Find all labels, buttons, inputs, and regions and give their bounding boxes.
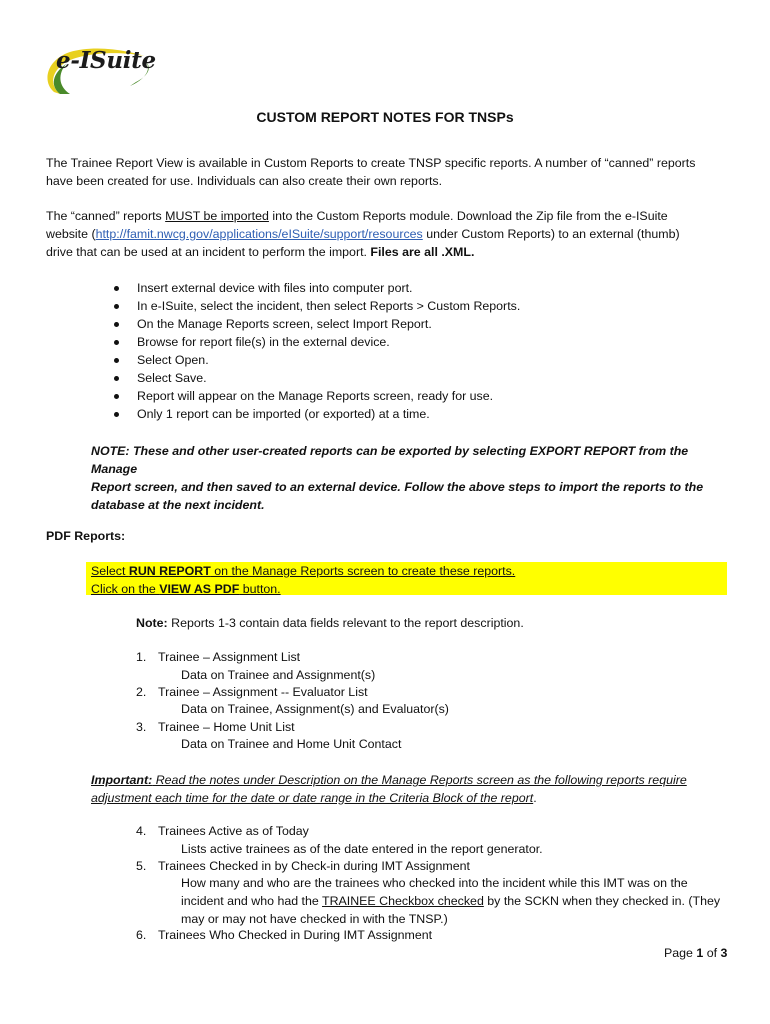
hl-text: button. (239, 582, 281, 596)
run-report-line (91, 562, 721, 580)
import-line-1 (46, 207, 736, 225)
list-item (111, 279, 711, 297)
import-line-2 (46, 225, 736, 243)
import-text: under Custom Reports) to an external (thumb) (422, 227, 680, 241)
bullet-icon (114, 394, 119, 399)
important-period: . (533, 791, 537, 805)
run-report-instructions (91, 562, 721, 598)
item-number: 2. (136, 685, 147, 699)
item-number: 6. (136, 928, 147, 942)
important-text: Read the notes under Description on the Manage Reports screen as the following reports require (152, 773, 687, 787)
note-text: Reports 1-3 contain data fields relevant to the report description. (167, 616, 524, 630)
step-text: Select Open. (137, 353, 209, 367)
list-item (111, 297, 711, 315)
report-title: Trainee – Home Unit List (158, 720, 295, 734)
note-line: database at the next incident. (91, 498, 265, 512)
list-item (111, 351, 711, 369)
report-description: Data on Trainee and Assignment(s) (181, 668, 376, 682)
hl-text: Click on the (91, 582, 160, 596)
list-item (111, 369, 711, 387)
view-pdf-line (91, 580, 721, 598)
step-text: In e-ISuite, select the incident, then select Reports > Custom Reports. (137, 299, 521, 313)
bullet-icon (114, 304, 119, 309)
report-description (181, 874, 731, 928)
bullet-icon (114, 412, 119, 417)
page-of: of (703, 946, 721, 960)
report-title: Trainees Who Checked in During IMT Assignment (158, 928, 433, 942)
logo-text: e-ISuite (56, 47, 156, 74)
important-text: adjustment each time for the date or date range in the Criteria Block of the report (91, 791, 534, 805)
list-item (136, 822, 736, 840)
import-text: into the Custom Reports module. Download the Zip file from the e-ISuite (268, 209, 668, 223)
list-item (111, 315, 711, 333)
intro-line-2: have been created for use. Individuals can also create their own reports. (46, 174, 443, 188)
page-current: 1 (696, 946, 704, 960)
report-description: Data on Trainee and Home Unit Contact (181, 737, 402, 751)
resources-link[interactable]: http://famit.nwcg.gov/applications/eISuite/support/resources (95, 227, 423, 241)
hl-text: Select (91, 564, 129, 578)
important-note (91, 771, 731, 807)
hl-text: on the Manage Reports screen to create these reports. (210, 564, 516, 578)
intro-paragraph (46, 154, 736, 190)
list-item (111, 333, 711, 351)
export-note (91, 442, 731, 514)
step-text: Browse for report file(s) in the external device. (137, 335, 390, 349)
import-text: The “canned” reports (46, 209, 166, 223)
report-title: Trainee – Assignment -- Evaluator List (158, 685, 368, 699)
item-number: 3. (136, 720, 147, 734)
note-line: Report screen, and then saved to an external device. Follow the above steps to import the reports to the (91, 480, 704, 494)
report-description: Data on Trainee, Assignment(s) and Evaluator(s) (181, 702, 449, 716)
list-item (111, 387, 711, 405)
list-item (111, 405, 711, 423)
bullet-icon (114, 286, 119, 291)
desc-line: How many and who are the trainees who checked into the incident while this IMT was on the (181, 876, 688, 890)
list-item (136, 857, 736, 875)
eisuite-logo (40, 42, 160, 102)
report-title: Trainees Checked in by Check-in during IMT Assignment (158, 859, 470, 873)
step-text: Select Save. (137, 371, 207, 385)
bullet-icon (114, 358, 119, 363)
step-text: Only 1 report can be imported (or exported) at a time. (137, 407, 430, 421)
report-title: Trainees Active as of Today (158, 824, 309, 838)
page-number (664, 944, 727, 962)
item-number: 4. (136, 824, 147, 838)
bullet-icon (114, 322, 119, 327)
files-xml-note: Files are all .XML. (370, 245, 475, 259)
desc-line (181, 892, 731, 910)
list-item (136, 683, 736, 701)
report-description: Lists active trainees as of the date entered in the report generator. (181, 842, 543, 856)
note-line: NOTE: These and other user-created reports can be exported by selecting EXPORT REPORT from the Manage (91, 444, 689, 476)
desc-text: by the SCKN when they checked in. (They (483, 894, 721, 908)
import-text: drive that can be used at an incident to perform the import. (46, 245, 371, 259)
page-title: CUSTOM REPORT NOTES FOR TNSPs (256, 109, 514, 125)
view-as-pdf-label: VIEW AS PDF (159, 582, 240, 596)
item-number: 1. (136, 650, 147, 664)
run-report-label: RUN REPORT (128, 564, 211, 578)
item-number: 5. (136, 859, 147, 873)
list-item (136, 648, 736, 666)
import-text: website ( (46, 227, 96, 241)
note-label: Note: (136, 616, 168, 630)
pdf-reports-heading: PDF Reports: (46, 529, 126, 543)
intro-line-1: The Trainee Report View is available in Custom Reports to create TNSP specific reports. A number of “canned” reports (46, 156, 696, 170)
important-line-1 (91, 771, 731, 789)
trainee-checkbox-text: TRAINEE Checkbox checked (322, 894, 484, 908)
step-text: On the Manage Reports screen, select Import Report. (137, 317, 432, 331)
bullet-icon (114, 340, 119, 345)
reports-note (136, 614, 524, 632)
page-total: 3 (720, 946, 728, 960)
import-line-3 (46, 243, 736, 261)
bullet-icon (114, 376, 119, 381)
report-title: Trainee – Assignment List (158, 650, 301, 664)
list-item (136, 718, 736, 736)
important-line-2 (91, 789, 731, 807)
page-label: Page (664, 946, 697, 960)
import-paragraph (46, 207, 736, 261)
step-text: Report will appear on the Manage Reports screen, ready for use. (137, 389, 494, 403)
important-label: Important: (91, 773, 153, 787)
import-steps-list (111, 279, 711, 423)
desc-text: incident and who had the (181, 894, 322, 908)
step-text: Insert external device with files into computer port. (137, 281, 413, 295)
must-be-imported: MUST be imported (165, 209, 269, 223)
list-item (136, 926, 736, 944)
desc-line: may or may not have checked in with the TNSP.) (181, 912, 448, 926)
